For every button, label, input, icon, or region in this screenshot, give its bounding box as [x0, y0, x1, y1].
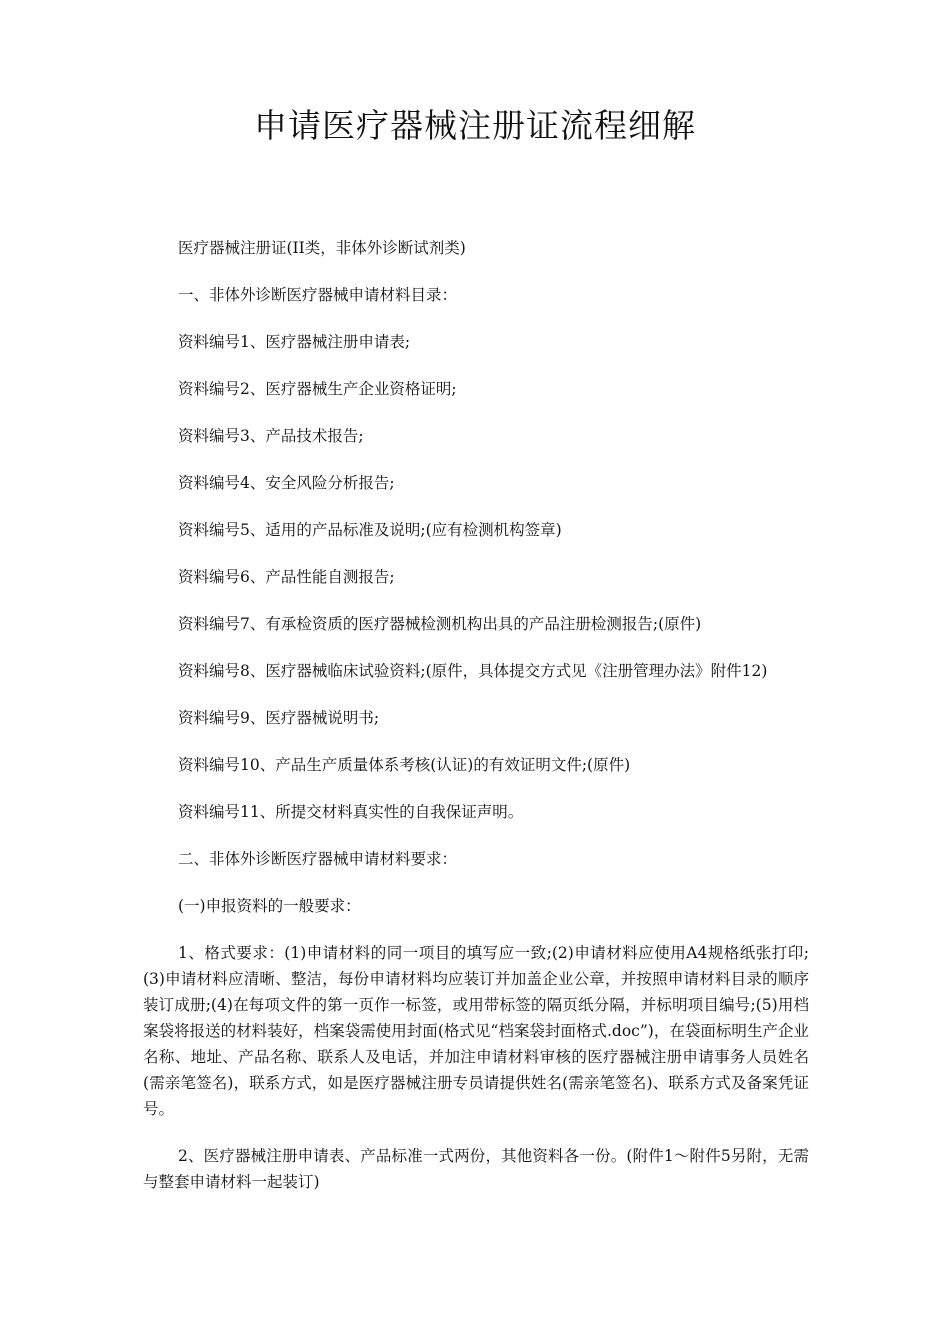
paragraph-item-3: 资料编号3、产品技术报告; — [178, 427, 364, 445]
paragraph-item-4: 资料编号4、安全风险分析报告; — [178, 474, 395, 492]
paragraph-item-6: 资料编号6、产品性能自测报告; — [178, 568, 395, 586]
paragraph-section-1-heading: 一、非体外诊断医疗器械申请材料目录： — [178, 286, 458, 304]
paragraph-item-9: 资料编号9、医疗器械说明书; — [178, 709, 380, 727]
paragraph-item-5: 资料编号5、适用的产品标准及说明;(应有检测机构签章) — [178, 521, 562, 539]
paragraph-section-2-heading: 二、非体外诊断医疗器械申请材料要求： — [178, 850, 458, 868]
paragraph-item-10: 资料编号10、产品生产质量体系考核(认证)的有效证明文件;(原件) — [178, 756, 631, 774]
document-body — [143, 235, 809, 1216]
paragraph-copies-requirements: 2、医疗器械注册申请表、产品标准一式两份，其他资料各一份。(附件1～附件5另附，无需与整套申请材料一起装订) — [143, 1147, 809, 1191]
paragraph-general-requirements-heading: (一)申报资料的一般要求： — [178, 897, 361, 915]
paragraph-item-8: 资料编号8、医疗器械临床试验资料;(原件，具体提交方式见《注册管理办法》附件12) — [178, 662, 768, 680]
paragraph-item-2: 资料编号2、医疗器械生产企业资格证明; — [178, 380, 457, 398]
paragraph-item-7: 资料编号7、有承检资质的医疗器械检测机构出具的产品注册检测报告;(原件) — [178, 615, 702, 633]
paragraph-item-11: 资料编号11、所提交材料真实性的自我保证声明。 — [178, 803, 524, 821]
paragraph-item-1: 资料编号1、医疗器械注册申请表; — [178, 333, 411, 351]
document-title: 申请医疗器械注册证流程细解 — [254, 106, 696, 145]
paragraph-subtitle: 医疗器械注册证(II类，非体外诊断试剂类) — [178, 239, 466, 257]
paragraph-format-requirements: 1、格式要求：(1)申请材料的同一项目的填写应一致;(2)申请材料应使用A4规格纸张打印;(3)申请材料应清晰、整洁，每份申请材料均应装订并加盖企业公章，并按照申请材料目录的顺序装订成册;(4)在每项文件的第一页作一标签，或用带标签的隔页纸分隔，并标明项目编号;(5)用档案袋将报送的材料装好，档案袋需使用封面(格式见“档案袋封面格式.doc”)，在袋面标明生产企业名称、地址、产品名称、联系人及电话，并加注申请材料审核的医疗器械注册申请事务人员姓名(需亲笔签名)，联系方式，如是医疗器械注册专员请提供姓名(需亲笔签名)、联系方式及备案凭证号。 — [143, 944, 809, 1118]
